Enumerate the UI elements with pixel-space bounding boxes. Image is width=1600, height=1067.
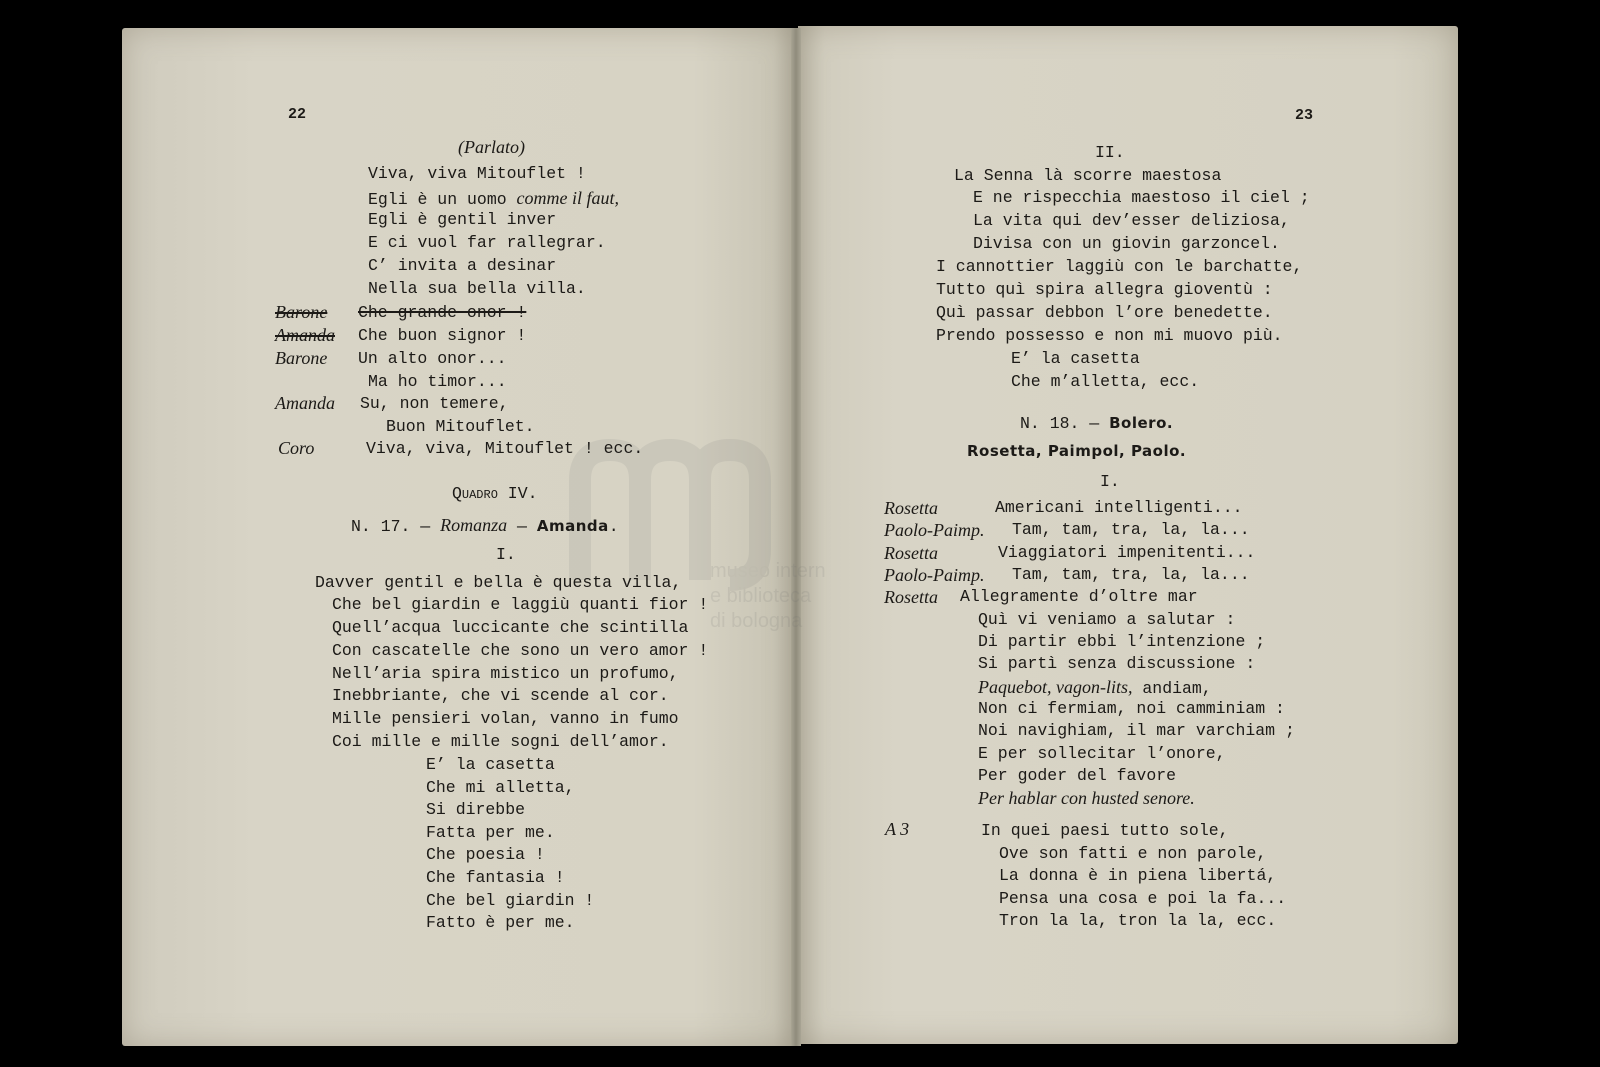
a3-label: A 3 xyxy=(885,819,910,839)
verse-line: Nell’aria spira mistico un profumo, xyxy=(332,664,679,683)
right-page-number: 23 xyxy=(1295,107,1314,124)
verse-line: Quì passar debbon l’ore benedette. xyxy=(936,303,1273,322)
verse-line: In quei paesi tutto sole, xyxy=(981,821,1229,840)
stanza-numeral: I. xyxy=(1100,472,1120,491)
number-title: Bolero. xyxy=(1109,414,1174,432)
left-verse-line: Viva, viva Mitouflet ! xyxy=(368,164,586,183)
dialogue-line: Buon Mitouflet. xyxy=(386,417,535,436)
verse-line: E ne rispecchia maestoso il ciel ; xyxy=(973,188,1310,207)
stanza-numeral: II. xyxy=(1095,143,1125,162)
number-dash: — xyxy=(517,517,527,536)
number-prefix: N. 17. — xyxy=(351,517,431,536)
dialogue-line: Un alto onor... xyxy=(358,349,507,368)
left-page-number: 22 xyxy=(288,106,307,123)
verse-line: Di partir ebbi l’intenzione ; xyxy=(978,632,1266,651)
refrain-line: E’ la casetta xyxy=(1011,349,1140,368)
dialogue-line: Americani intelligenti... xyxy=(995,498,1243,517)
refrain-line: Fatta per me. xyxy=(426,823,555,842)
dialogue-line: Che buon signor ! xyxy=(358,326,527,345)
quadro-heading: Quadro IV. xyxy=(452,484,538,503)
verse-line: Quì vi veniamo a salutar : xyxy=(978,610,1236,629)
left-verse-line xyxy=(368,189,619,209)
role-rosetta: Rosetta xyxy=(884,543,938,563)
role-barone: Barone xyxy=(275,348,328,368)
verse-italic: Paquebot, vagon-lits, xyxy=(978,677,1133,697)
number-prefix: N. 18. — xyxy=(1020,414,1100,433)
left-verse-line: Nella sua bella villa. xyxy=(368,279,586,298)
verse-line: Tron la la, tron la la, ecc. xyxy=(999,911,1277,930)
role-amanda: Amanda xyxy=(275,325,335,345)
verse-line: Che bel giardin e laggiù quanti fior ! xyxy=(332,595,709,614)
refrain-line: Che poesia ! xyxy=(426,845,545,864)
dialogue-line: Viva, viva, Mitouflet ! ecc. xyxy=(366,439,644,458)
verse-line: Noi navighiam, il mar varchiam ; xyxy=(978,721,1295,740)
left-verse-line: E ci vuol far rallegrar. xyxy=(368,233,606,252)
role-coro: Coro xyxy=(278,438,315,458)
role-amanda: Amanda xyxy=(275,393,335,413)
refrain-line: Che fantasia ! xyxy=(426,868,565,887)
verse-line: Pensa una cosa e poi la fa... xyxy=(999,889,1287,908)
verse-line: Divisa con un giovin garzoncel. xyxy=(973,234,1280,253)
refrain-line: Si direbbe xyxy=(426,800,526,819)
refrain-line: Che mi alletta, xyxy=(426,778,575,797)
dialogue-line: Che grande onor ! xyxy=(358,303,527,322)
verse-line: Per goder del favore xyxy=(978,766,1177,785)
verse-italic: comme il faut, xyxy=(516,188,620,208)
verse-line: Coi mille e mille sogni dell’amor. xyxy=(332,732,669,751)
verse-line: Non ci fermiam, noi camminiam : xyxy=(978,699,1285,718)
verse-line: Mille pensieri volan, vanno in fumo xyxy=(332,709,679,728)
verse-text: andiam, xyxy=(1142,679,1212,698)
dialogue-line: Ma ho timor... xyxy=(368,372,507,391)
verse-line: Ove son fatti e non parole, xyxy=(999,844,1267,863)
verse-line: La donna è in piena libertá, xyxy=(999,866,1277,885)
role-paolo-paimp: Paolo-Paimp. xyxy=(884,565,985,585)
role-barone: Barone xyxy=(275,302,328,322)
refrain-line: Fatto è per me. xyxy=(426,913,575,932)
verse-line: Tutto quì spira allegra gioventù : xyxy=(936,280,1273,299)
refrain-line: Che bel giardin ! xyxy=(426,891,595,910)
verse-line: La Senna là scorre maestosa xyxy=(954,166,1222,185)
parlato-direction: (Parlato) xyxy=(458,137,525,157)
role-rosetta: Rosetta xyxy=(884,498,938,518)
verse-text: Egli è un uomo xyxy=(368,190,507,209)
left-verse-line: Egli è gentil inver xyxy=(368,210,557,229)
verse-line: La vita qui dev’esser deliziosa, xyxy=(973,211,1290,230)
cast-paolo: Paolo xyxy=(1130,442,1180,460)
number-heading xyxy=(351,516,619,536)
number-singer: Amanda xyxy=(536,517,609,535)
number-heading xyxy=(1020,416,1173,433)
verse-line: Inebbriante, che vi scende al cor. xyxy=(332,686,669,705)
cast-rosetta: Rosetta xyxy=(967,442,1036,460)
dialogue-line: Allegramente d’oltre mar xyxy=(960,587,1198,606)
refrain-line: E’ la casetta xyxy=(426,755,555,774)
number-end: . xyxy=(608,517,619,536)
dialogue-line: Su, non temere, xyxy=(360,394,509,413)
refrain-line: Che m’alletta, ecc. xyxy=(1011,372,1200,391)
role-rosetta: Rosetta xyxy=(884,587,938,607)
verse-line: E per sollecitar l’onore, xyxy=(978,744,1226,763)
dialogue-line: Viaggiatori impenitenti... xyxy=(998,543,1256,562)
verse-line: I cannottier laggiù con le barchatte, xyxy=(936,257,1303,276)
verse-line: Davver gentil e bella è questa villa, xyxy=(315,573,682,592)
left-verse-line: C’ invita a desinar xyxy=(368,256,557,275)
verse-line: Quell’acqua luccicante che scintilla xyxy=(332,618,689,637)
verse-line xyxy=(978,678,1212,698)
cast-paimpol: Paimpol xyxy=(1047,442,1120,460)
cast-list: Rosetta, Paimpol, Paolo. xyxy=(967,442,1187,460)
verse-line: Prendo possesso e non mi muovo più. xyxy=(936,326,1283,345)
verse-line-italic: Per hablar con husted senore. xyxy=(978,788,1195,808)
number-title: Romanza xyxy=(440,515,508,535)
verse-line: Con cascatelle che sono un vero amor ! xyxy=(332,641,709,660)
dialogue-line: Tam, tam, tra, la, la... xyxy=(1012,520,1250,539)
verse-line: Si partì senza discussione : xyxy=(978,654,1256,673)
stanza-numeral: I. xyxy=(496,545,516,564)
dialogue-line: Tam, tam, tra, la, la... xyxy=(1012,565,1250,584)
role-paolo-paimp: Paolo-Paimp. xyxy=(884,520,985,540)
book-gutter xyxy=(791,28,801,1046)
